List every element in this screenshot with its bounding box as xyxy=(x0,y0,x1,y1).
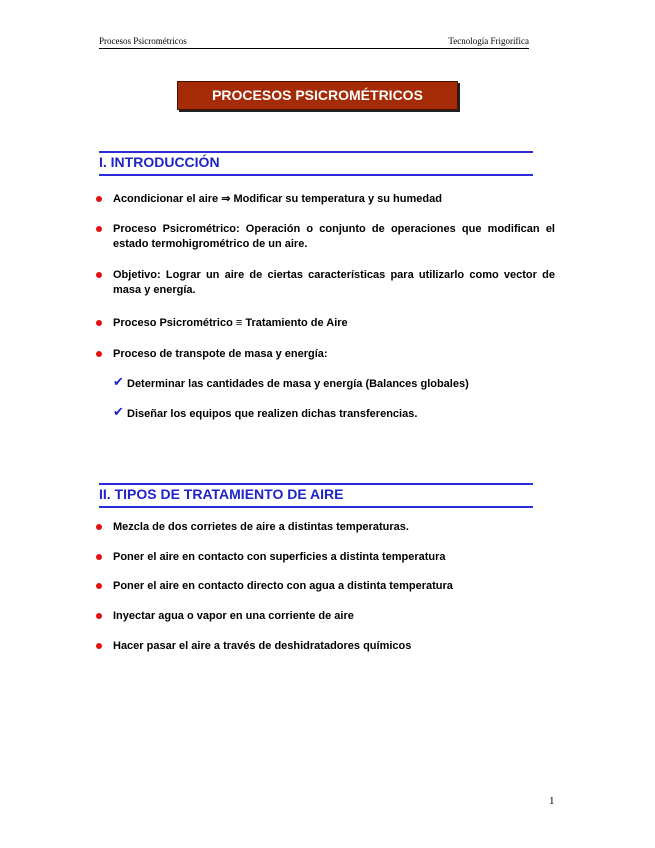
bullet-icon xyxy=(96,613,102,619)
bullet-icon xyxy=(96,226,102,232)
list-item-text: Mezcla de dos corrietes de aire a distintas temperaturas. xyxy=(113,521,409,533)
bullet-icon xyxy=(96,351,102,357)
list-item-text: Proceso Psicrométrico ≡ Tratamiento de Aire xyxy=(113,317,348,329)
list-item-text: Proceso Psicrométrico: Operación o conjunto de operaciones que modifican el estado termohigrométrico de un aire. xyxy=(113,223,555,250)
bullet-icon xyxy=(96,272,102,278)
bullet-icon xyxy=(96,524,102,530)
document-title: PROCESOS PSICROMÉTRICOS xyxy=(177,81,458,110)
header-right-text: Tecnología Frigorífica xyxy=(448,36,529,46)
list-item-text: Proceso de transpote de masa y energía: xyxy=(113,348,328,360)
list-item-text: Acondicionar el aire ⇒ Modificar su temperatura y su humedad xyxy=(113,193,442,205)
section-heading-label: II. TIPOS DE TRATAMIENTO DE AIRE xyxy=(99,486,344,502)
bullet-icon xyxy=(96,643,102,649)
header-left-text: Procesos Psicrométricos xyxy=(99,36,187,46)
bullet-icon xyxy=(96,554,102,560)
list-item-text: Poner el aire en contacto con superficies a distinta temperatura xyxy=(113,551,446,563)
bullet-icon xyxy=(96,320,102,326)
bullet-icon xyxy=(96,196,102,202)
section-heading-tipos xyxy=(99,483,533,508)
bullet-icon xyxy=(96,583,102,589)
sub-list-item-text: Determinar las cantidades de masa y energía (Balances globales) xyxy=(127,378,469,390)
checkmark-icon: ✔ xyxy=(113,375,124,390)
page-number: 1 xyxy=(549,795,555,807)
section-heading-label: I. INTRODUCCIÓN xyxy=(99,154,220,170)
list-item-text: Hacer pasar el aire a través de deshidratadores químicos xyxy=(113,640,412,652)
section-heading-introduccion xyxy=(99,151,533,176)
sub-list-item-text: Diseñar los equipos que realizen dichas transferencias. xyxy=(127,408,418,420)
page-header xyxy=(99,36,529,49)
checkmark-icon: ✔ xyxy=(113,405,124,420)
list-item-text: Inyectar agua o vapor en una corriente de aire xyxy=(113,610,354,622)
list-item-text: Poner el aire en contacto directo con agua a distinta temperatura xyxy=(113,580,453,592)
list-item-text: Objetivo: Lograr un aire de ciertas características para utilizarlo como vector de masa y energía. xyxy=(113,269,555,296)
